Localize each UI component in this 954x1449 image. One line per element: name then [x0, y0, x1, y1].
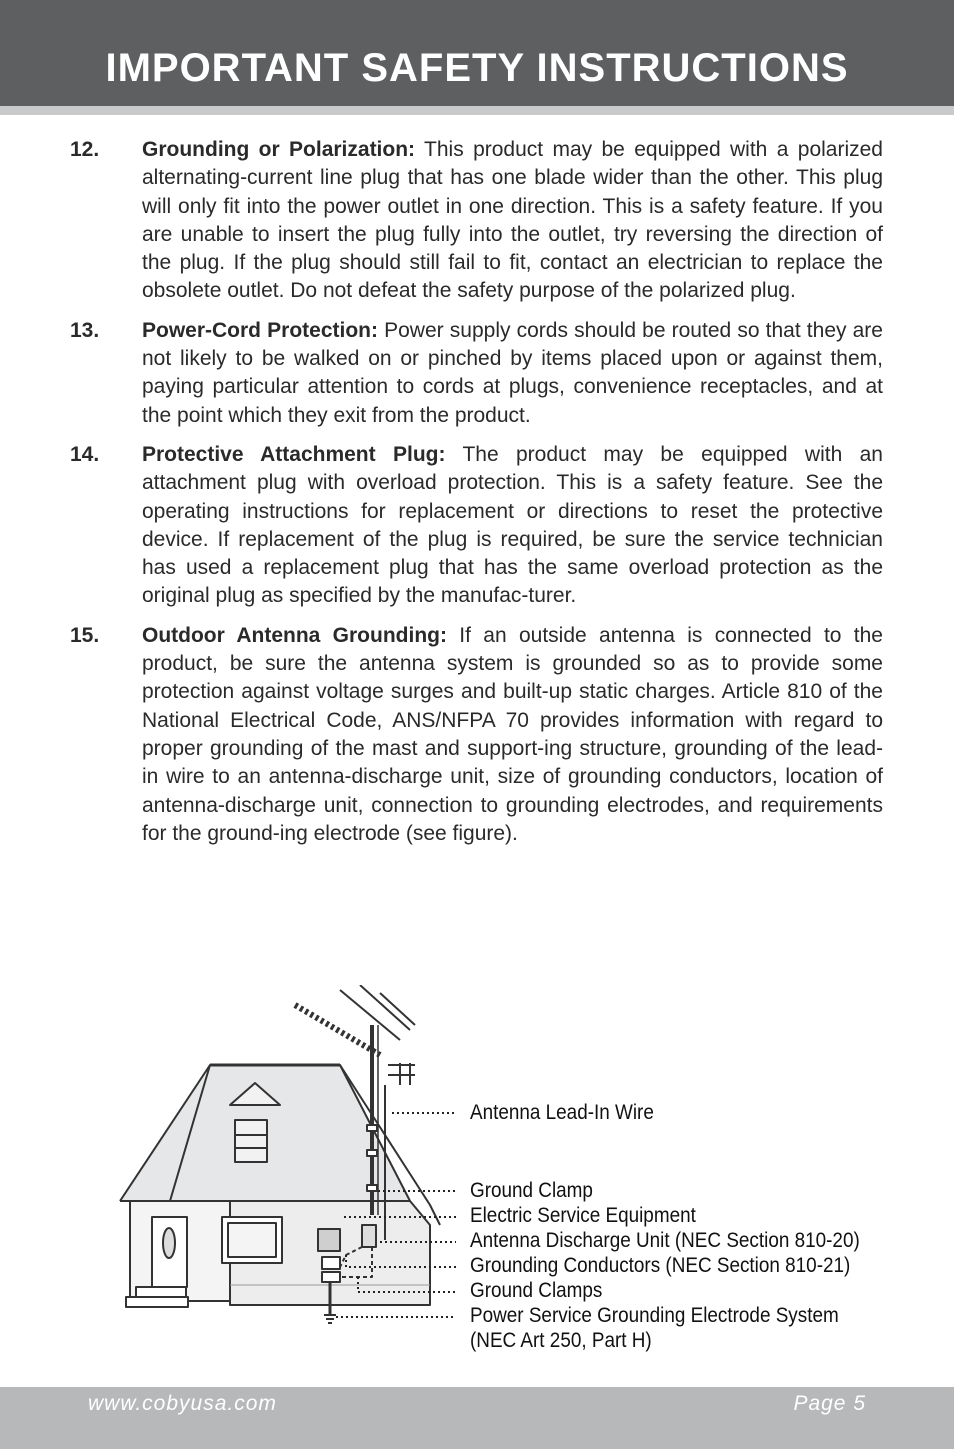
label-electrode-system: Power Service Grounding Electrode System: [470, 1304, 839, 1327]
label-electric-service: Electric Service Equipment: [470, 1204, 696, 1227]
label-ground-clamp: Ground Clamp: [470, 1179, 593, 1202]
item-number: 13.: [70, 318, 100, 342]
item-text: [142, 622, 883, 848]
item-body: Power supply cords should be routed so that they are not likely to be walked on or pinched by items placed upon or against them, paying particular attention to cords at plugs, convenience receptacles, and at the point which they exit from the product.: [142, 318, 883, 427]
label-grounding-conductors: Grounding Conductors (NEC Section 810-21): [470, 1254, 851, 1277]
item-body: If an outside antenna is connected to the product, be sure the antenna system is grounded so as to provide some protection against voltage surges and built-up static charges. Article 810 of the National Electrical Code, ANS/NFPA 70 provides information with regard to proper grounding of the mast and support-ing structure, grounding of the lead-in wire to an antenna-discharge unit, size of grounding conductors, location of antenna-discharge unit, connection to grounding electrodes, and requirements for the ground-ing electrode (see figure).: [142, 623, 883, 845]
instruction-item-14: [70, 441, 883, 611]
label-electrode-ref: (NEC Art 250, Part H): [470, 1329, 652, 1352]
item-body: The product may be equipped with an attachment plug with overload protection. This is a safety feature. See the operating instructions for replacement or directions to reset the protective device. If replacement of the plug is required, be sure the service technician has used a replacement plug that has the same overload protection as the original plug as specified by the manufac-turer.: [142, 442, 883, 608]
page-number: Page 5: [793, 1392, 866, 1415]
header-divider: [0, 106, 954, 115]
instruction-item-13: [70, 317, 883, 430]
page-title: IMPORTANT SAFETY INSTRUCTIONS: [105, 46, 849, 90]
label-antenna-lead-in: Antenna Lead-In Wire: [470, 1101, 654, 1124]
item-heading: Protective Attachment Plug:: [142, 442, 446, 466]
item-heading: Grounding or Polarization:: [142, 138, 416, 161]
item-heading: Power-Cord Protection:: [142, 318, 378, 342]
footer-url: www.cobyusa.com: [88, 1392, 277, 1415]
item-number: 14.: [70, 442, 100, 466]
label-discharge-unit: Antenna Discharge Unit (NEC Section 810-20): [470, 1229, 860, 1252]
antenna-grounding-figure: [110, 985, 900, 1365]
item-text: [142, 441, 883, 611]
item-heading: Outdoor Antenna Grounding:: [142, 623, 447, 647]
instruction-item-15: [70, 622, 883, 848]
item-number: 15.: [70, 623, 100, 647]
label-ground-clamps: Ground Clamps: [470, 1279, 603, 1302]
item-number: 12.: [70, 138, 100, 161]
instruction-item-12: [70, 136, 883, 306]
item-text: [142, 317, 883, 430]
item-body: This product may be equipped with a polarized alternating-current line plug that has one blade wider than the other. This plug will only fit into the power outlet in one direction. This is a safety feature. If you are unable to insert the plug fully into the outlet, try reversing the direction of the plug. If the plug should still fail to fit, contact an electrician to replace the obsolete outlet. Do not defeat the safety purpose of the polarized plug.: [142, 138, 883, 303]
instruction-list: [70, 136, 883, 859]
item-text: [142, 136, 883, 306]
